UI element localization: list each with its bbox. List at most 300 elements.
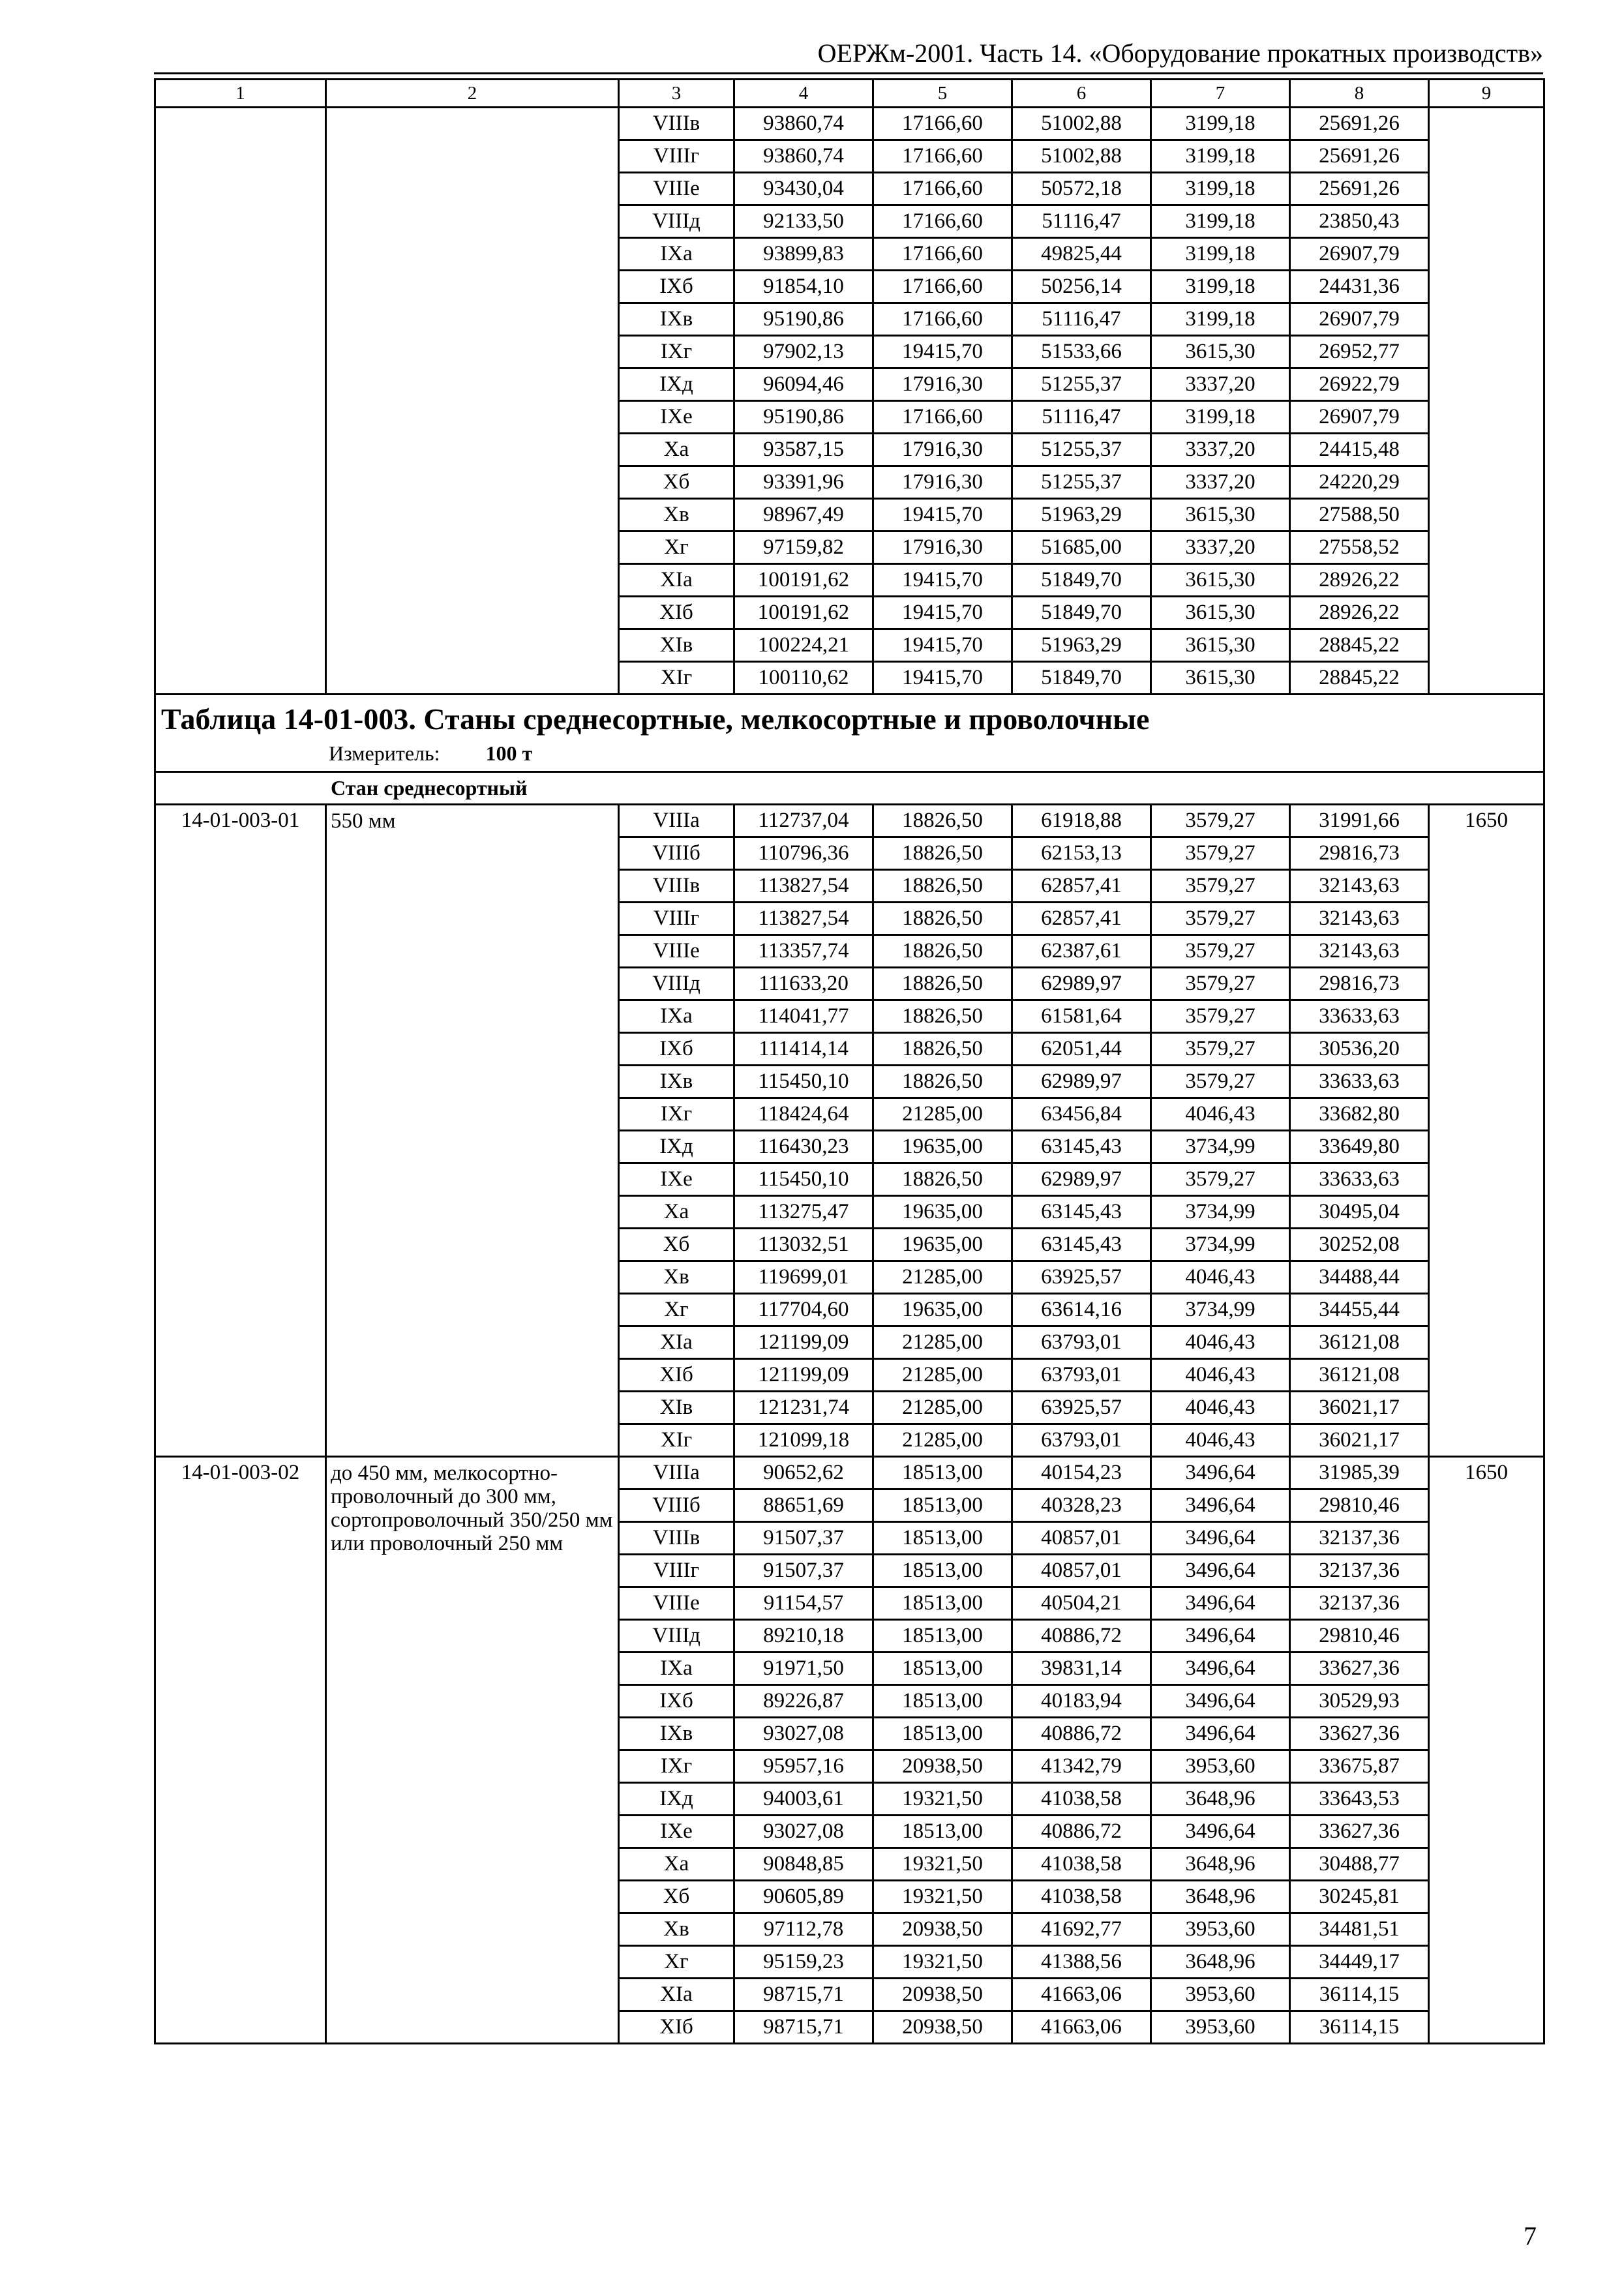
category-cell: IXв [619, 1718, 734, 1750]
value-cell: 40886,72 [1012, 1718, 1151, 1750]
value-cell: 19321,50 [873, 1946, 1012, 1979]
value-cell: 113275,47 [734, 1196, 873, 1229]
column-number: 3 [619, 80, 734, 108]
value-cell: 63925,57 [1012, 1261, 1151, 1294]
value-cell: 26907,79 [1290, 303, 1429, 336]
category-cell: Xг [619, 1294, 734, 1326]
value-cell: 36021,17 [1290, 1392, 1429, 1424]
value-cell: 41663,06 [1012, 1979, 1151, 2011]
category-cell: IXд [619, 368, 734, 401]
value-cell: 3496,64 [1151, 1816, 1290, 1848]
value-cell: 33627,36 [1290, 1718, 1429, 1750]
value-cell: 17166,60 [873, 173, 1012, 205]
category-cell: Xб [619, 1229, 734, 1261]
value-cell: 51116,47 [1012, 205, 1151, 238]
category-cell: VIIIд [619, 1620, 734, 1653]
value-cell: 18826,50 [873, 903, 1012, 935]
category-cell: Xв [619, 1261, 734, 1294]
subheading-row [155, 772, 1544, 805]
category-cell: XIб [619, 2011, 734, 2044]
category-cell: XIб [619, 597, 734, 629]
value-cell: 18513,00 [873, 1718, 1012, 1750]
subheading: Стан среднесортный [155, 772, 1544, 805]
value-cell: 18826,50 [873, 1066, 1012, 1098]
value-cell: 21285,00 [873, 1261, 1012, 1294]
value-cell: 29810,46 [1290, 1489, 1429, 1522]
value-cell: 3648,96 [1151, 1946, 1290, 1979]
column-number: 8 [1290, 80, 1429, 108]
value-cell: 28845,22 [1290, 662, 1429, 695]
value-cell: 18513,00 [873, 1489, 1012, 1522]
value-cell: 19415,70 [873, 662, 1012, 695]
value-cell: 25691,26 [1290, 108, 1429, 140]
value-cell: 29816,73 [1290, 837, 1429, 870]
name-cell: до 450 мм, мелкосортно-проволочный до 300 мм, сортопроволочный 350/250 мм или проволочный 250 мм [326, 1457, 619, 2044]
value-cell: 17166,60 [873, 108, 1012, 140]
value-cell: 18826,50 [873, 968, 1012, 1000]
value-cell: 19635,00 [873, 1196, 1012, 1229]
value-cell: 118424,64 [734, 1098, 873, 1131]
value-cell: 17916,30 [873, 434, 1012, 466]
category-cell: VIIIб [619, 1489, 734, 1522]
value-cell: 34455,44 [1290, 1294, 1429, 1326]
value-cell: 27588,50 [1290, 499, 1429, 531]
value-cell: 3579,27 [1151, 1066, 1290, 1098]
value-cell: 34481,51 [1290, 1913, 1429, 1946]
value-cell: 95957,16 [734, 1750, 873, 1783]
category-cell: Xг [619, 1946, 734, 1979]
value-cell: 97112,78 [734, 1913, 873, 1946]
col9-cell [1429, 108, 1544, 695]
value-cell: 30245,81 [1290, 1881, 1429, 1913]
value-cell: 29816,73 [1290, 968, 1429, 1000]
value-cell: 31985,39 [1290, 1457, 1429, 1489]
value-cell: 18513,00 [873, 1620, 1012, 1653]
value-cell: 62989,97 [1012, 1066, 1151, 1098]
value-cell: 21285,00 [873, 1098, 1012, 1131]
code-cell: 14-01-003-02 [155, 1457, 326, 2044]
category-cell: Xб [619, 466, 734, 499]
value-cell: 3734,99 [1151, 1196, 1290, 1229]
value-cell: 51849,70 [1012, 597, 1151, 629]
category-cell: IXа [619, 1653, 734, 1685]
category-cell: IXе [619, 401, 734, 434]
category-cell: IXб [619, 1033, 734, 1066]
value-cell: 34449,17 [1290, 1946, 1429, 1979]
value-cell: 18826,50 [873, 1000, 1012, 1033]
value-cell: 3615,30 [1151, 336, 1290, 368]
value-cell: 28845,22 [1290, 629, 1429, 662]
value-cell: 121231,74 [734, 1392, 873, 1424]
value-cell: 33627,36 [1290, 1816, 1429, 1848]
value-cell: 119699,01 [734, 1261, 873, 1294]
value-cell: 41663,06 [1012, 2011, 1151, 2044]
value-cell: 33649,80 [1290, 1131, 1429, 1163]
value-cell: 51002,88 [1012, 108, 1151, 140]
value-cell: 63925,57 [1012, 1392, 1151, 1424]
column-number: 9 [1429, 80, 1544, 108]
value-cell: 63793,01 [1012, 1359, 1151, 1392]
value-cell: 17166,60 [873, 140, 1012, 173]
value-cell: 113032,51 [734, 1229, 873, 1261]
value-cell: 3579,27 [1151, 1033, 1290, 1066]
value-cell: 19415,70 [873, 629, 1012, 662]
value-cell: 92133,50 [734, 205, 873, 238]
value-cell: 3496,64 [1151, 1522, 1290, 1555]
category-cell: Xв [619, 1913, 734, 1946]
category-cell: IXа [619, 1000, 734, 1033]
category-cell: VIIIд [619, 968, 734, 1000]
value-cell: 89210,18 [734, 1620, 873, 1653]
value-cell: 18826,50 [873, 935, 1012, 968]
value-cell: 50572,18 [1012, 173, 1151, 205]
value-cell: 50256,14 [1012, 271, 1151, 303]
value-cell: 62857,41 [1012, 870, 1151, 903]
value-cell: 26922,79 [1290, 368, 1429, 401]
value-cell: 97159,82 [734, 531, 873, 564]
column-number: 5 [873, 80, 1012, 108]
category-cell: XIа [619, 564, 734, 597]
category-cell: VIIIа [619, 805, 734, 837]
value-cell: 95190,86 [734, 401, 873, 434]
value-cell: 19415,70 [873, 336, 1012, 368]
value-cell: 18513,00 [873, 1816, 1012, 1848]
value-cell: 89226,87 [734, 1685, 873, 1718]
value-cell: 18513,00 [873, 1587, 1012, 1620]
value-cell: 36121,08 [1290, 1359, 1429, 1392]
value-cell: 51116,47 [1012, 303, 1151, 336]
value-cell: 17166,60 [873, 271, 1012, 303]
category-cell: IXг [619, 1098, 734, 1131]
value-cell: 3496,64 [1151, 1587, 1290, 1620]
value-cell: 3496,64 [1151, 1489, 1290, 1522]
value-cell: 121099,18 [734, 1424, 873, 1457]
value-cell: 62989,97 [1012, 968, 1151, 1000]
value-cell: 40328,23 [1012, 1489, 1151, 1522]
value-cell: 3579,27 [1151, 1163, 1290, 1196]
value-cell: 3199,18 [1151, 140, 1290, 173]
value-cell: 62051,44 [1012, 1033, 1151, 1066]
value-cell: 18826,50 [873, 837, 1012, 870]
value-cell: 100224,21 [734, 629, 873, 662]
value-cell: 31991,66 [1290, 805, 1429, 837]
value-cell: 51963,29 [1012, 629, 1151, 662]
value-cell: 51002,88 [1012, 140, 1151, 173]
column-number-row [155, 80, 1544, 108]
value-cell: 36121,08 [1290, 1326, 1429, 1359]
value-cell: 4046,43 [1151, 1326, 1290, 1359]
value-cell: 41038,58 [1012, 1783, 1151, 1816]
value-cell: 28926,22 [1290, 564, 1429, 597]
value-cell: 4046,43 [1151, 1424, 1290, 1457]
value-cell: 32137,36 [1290, 1522, 1429, 1555]
value-cell: 90848,85 [734, 1848, 873, 1881]
value-cell: 63145,43 [1012, 1229, 1151, 1261]
value-cell: 3579,27 [1151, 903, 1290, 935]
value-cell: 19415,70 [873, 499, 1012, 531]
column-number: 1 [155, 80, 326, 108]
value-cell: 3337,20 [1151, 531, 1290, 564]
value-cell: 3337,20 [1151, 466, 1290, 499]
category-cell: IXв [619, 1066, 734, 1098]
value-cell: 51849,70 [1012, 662, 1151, 695]
value-cell: 3648,96 [1151, 1848, 1290, 1881]
value-cell: 112737,04 [734, 805, 873, 837]
value-cell: 3496,64 [1151, 1718, 1290, 1750]
value-cell: 93899,83 [734, 238, 873, 271]
value-cell: 93860,74 [734, 140, 873, 173]
value-cell: 17916,30 [873, 466, 1012, 499]
value-cell: 34488,44 [1290, 1261, 1429, 1294]
value-cell: 27558,52 [1290, 531, 1429, 564]
value-cell: 40857,01 [1012, 1555, 1151, 1587]
value-cell: 33627,36 [1290, 1653, 1429, 1685]
value-cell: 114041,77 [734, 1000, 873, 1033]
value-cell: 115450,10 [734, 1066, 873, 1098]
value-cell: 29810,46 [1290, 1620, 1429, 1653]
category-cell: Xв [619, 499, 734, 531]
value-cell: 113827,54 [734, 903, 873, 935]
value-cell: 32137,36 [1290, 1587, 1429, 1620]
value-cell: 63614,16 [1012, 1294, 1151, 1326]
value-cell: 18826,50 [873, 1163, 1012, 1196]
category-cell: VIIIв [619, 870, 734, 903]
category-cell: XIб [619, 1359, 734, 1392]
value-cell: 100191,62 [734, 597, 873, 629]
value-cell: 51255,37 [1012, 466, 1151, 499]
category-cell: IXв [619, 303, 734, 336]
value-cell: 26907,79 [1290, 401, 1429, 434]
value-cell: 41038,58 [1012, 1881, 1151, 1913]
value-cell: 3615,30 [1151, 499, 1290, 531]
value-cell: 24415,48 [1290, 434, 1429, 466]
value-cell: 33633,63 [1290, 1066, 1429, 1098]
category-cell: IXг [619, 1750, 734, 1783]
column-number: 6 [1012, 80, 1151, 108]
value-cell: 3953,60 [1151, 2011, 1290, 2044]
value-cell: 91154,57 [734, 1587, 873, 1620]
value-cell: 51255,37 [1012, 368, 1151, 401]
col9-cell: 1650 [1429, 1457, 1544, 2044]
value-cell: 98967,49 [734, 499, 873, 531]
value-cell: 20938,50 [873, 1913, 1012, 1946]
value-cell: 19321,50 [873, 1881, 1012, 1913]
value-cell: 51116,47 [1012, 401, 1151, 434]
value-cell: 3337,20 [1151, 434, 1290, 466]
value-cell: 20938,50 [873, 1979, 1012, 2011]
value-cell: 3615,30 [1151, 662, 1290, 695]
value-cell: 20938,50 [873, 1750, 1012, 1783]
category-cell: Xб [619, 1881, 734, 1913]
value-cell: 113827,54 [734, 870, 873, 903]
value-cell: 26952,77 [1290, 336, 1429, 368]
table-row [155, 1457, 1544, 1489]
value-cell: 3199,18 [1151, 401, 1290, 434]
category-cell: IXд [619, 1131, 734, 1163]
category-cell: IXд [619, 1783, 734, 1816]
value-cell: 30536,20 [1290, 1033, 1429, 1066]
value-cell: 4046,43 [1151, 1261, 1290, 1294]
value-cell: 51685,00 [1012, 531, 1151, 564]
value-cell: 39831,14 [1012, 1653, 1151, 1685]
category-cell: VIIIв [619, 108, 734, 140]
value-cell: 97902,13 [734, 336, 873, 368]
category-cell: Xа [619, 1196, 734, 1229]
category-cell: XIв [619, 629, 734, 662]
value-cell: 17166,60 [873, 205, 1012, 238]
category-cell: IXг [619, 336, 734, 368]
value-cell: 3648,96 [1151, 1783, 1290, 1816]
category-cell: Xа [619, 1848, 734, 1881]
value-cell: 41692,77 [1012, 1913, 1151, 1946]
value-cell: 40857,01 [1012, 1522, 1151, 1555]
value-cell: 94003,61 [734, 1783, 873, 1816]
category-cell: XIа [619, 1326, 734, 1359]
value-cell: 3199,18 [1151, 173, 1290, 205]
value-cell: 113357,74 [734, 935, 873, 968]
value-cell: 41342,79 [1012, 1750, 1151, 1783]
table-row [155, 108, 1544, 140]
category-cell: VIIIд [619, 205, 734, 238]
value-cell: 62153,13 [1012, 837, 1151, 870]
value-cell: 91854,10 [734, 271, 873, 303]
value-cell: 4046,43 [1151, 1098, 1290, 1131]
category-cell: VIIIг [619, 903, 734, 935]
value-cell: 40886,72 [1012, 1816, 1151, 1848]
value-cell: 63793,01 [1012, 1424, 1151, 1457]
value-cell: 32143,63 [1290, 903, 1429, 935]
value-cell: 33633,63 [1290, 1000, 1429, 1033]
value-cell: 3579,27 [1151, 837, 1290, 870]
value-cell: 17166,60 [873, 401, 1012, 434]
value-cell: 18513,00 [873, 1522, 1012, 1555]
value-cell: 25691,26 [1290, 140, 1429, 173]
value-cell: 49825,44 [1012, 238, 1151, 271]
category-cell: VIIIе [619, 1587, 734, 1620]
code-cell [155, 108, 326, 695]
value-cell: 40504,21 [1012, 1587, 1151, 1620]
value-cell: 3734,99 [1151, 1131, 1290, 1163]
value-cell: 3199,18 [1151, 303, 1290, 336]
name-cell: 550 мм [326, 805, 619, 1457]
value-cell: 51255,37 [1012, 434, 1151, 466]
value-cell: 3579,27 [1151, 805, 1290, 837]
table-row [155, 805, 1544, 837]
value-cell: 3337,20 [1151, 368, 1290, 401]
category-cell: IXа [619, 238, 734, 271]
code-cell: 14-01-003-01 [155, 805, 326, 1457]
value-cell: 63145,43 [1012, 1131, 1151, 1163]
category-cell: VIIIв [619, 1522, 734, 1555]
category-cell: VIIIе [619, 935, 734, 968]
value-cell: 19635,00 [873, 1229, 1012, 1261]
value-cell: 3615,30 [1151, 629, 1290, 662]
category-cell: XIа [619, 1979, 734, 2011]
value-cell: 36114,15 [1290, 2011, 1429, 2044]
value-cell: 93587,15 [734, 434, 873, 466]
category-cell: XIг [619, 662, 734, 695]
value-cell: 3953,60 [1151, 1913, 1290, 1946]
value-cell: 19415,70 [873, 597, 1012, 629]
category-cell: IXб [619, 1685, 734, 1718]
value-cell: 51963,29 [1012, 499, 1151, 531]
value-cell: 111414,14 [734, 1033, 873, 1066]
value-cell: 3496,64 [1151, 1685, 1290, 1718]
value-cell: 93027,08 [734, 1816, 873, 1848]
value-cell: 91507,37 [734, 1555, 873, 1587]
value-cell: 63793,01 [1012, 1326, 1151, 1359]
value-cell: 3953,60 [1151, 1979, 1290, 2011]
measure-label: Измеритель: [329, 741, 440, 765]
category-cell: VIIIб [619, 837, 734, 870]
value-cell: 3615,30 [1151, 564, 1290, 597]
value-cell: 18513,00 [873, 1653, 1012, 1685]
value-cell: 63145,43 [1012, 1196, 1151, 1229]
value-cell: 90605,89 [734, 1881, 873, 1913]
value-cell: 30495,04 [1290, 1196, 1429, 1229]
value-cell: 21285,00 [873, 1424, 1012, 1457]
value-cell: 21285,00 [873, 1392, 1012, 1424]
value-cell: 121199,09 [734, 1359, 873, 1392]
value-cell: 33643,53 [1290, 1783, 1429, 1816]
value-cell: 33633,63 [1290, 1163, 1429, 1196]
value-cell: 32137,36 [1290, 1555, 1429, 1587]
value-cell: 61918,88 [1012, 805, 1151, 837]
category-cell: IXб [619, 271, 734, 303]
category-cell: IXе [619, 1163, 734, 1196]
value-cell: 17916,30 [873, 368, 1012, 401]
value-cell: 30529,93 [1290, 1685, 1429, 1718]
value-cell: 115450,10 [734, 1163, 873, 1196]
category-cell: VIIIе [619, 173, 734, 205]
value-cell: 21285,00 [873, 1326, 1012, 1359]
value-cell: 17916,30 [873, 531, 1012, 564]
category-cell: Xа [619, 434, 734, 466]
page-number: 7 [1524, 2221, 1537, 2251]
value-cell: 17166,60 [873, 238, 1012, 271]
value-cell: 91507,37 [734, 1522, 873, 1555]
column-number: 7 [1151, 80, 1290, 108]
value-cell: 93391,96 [734, 466, 873, 499]
value-cell: 4046,43 [1151, 1392, 1290, 1424]
value-cell: 93027,08 [734, 1718, 873, 1750]
value-cell: 3199,18 [1151, 205, 1290, 238]
value-cell: 18513,00 [873, 1555, 1012, 1587]
value-cell: 3199,18 [1151, 271, 1290, 303]
value-cell: 26907,79 [1290, 238, 1429, 271]
value-cell: 62989,97 [1012, 1163, 1151, 1196]
value-cell: 40183,94 [1012, 1685, 1151, 1718]
value-cell: 3579,27 [1151, 968, 1290, 1000]
category-cell: VIIIг [619, 140, 734, 173]
value-cell: 21285,00 [873, 1359, 1012, 1392]
value-cell: 3615,30 [1151, 597, 1290, 629]
value-cell: 18826,50 [873, 1033, 1012, 1066]
value-cell: 19321,50 [873, 1848, 1012, 1881]
value-cell: 19321,50 [873, 1783, 1012, 1816]
value-cell: 3579,27 [1151, 935, 1290, 968]
value-cell: 40886,72 [1012, 1620, 1151, 1653]
value-cell: 32143,63 [1290, 935, 1429, 968]
value-cell: 18826,50 [873, 870, 1012, 903]
value-cell: 3496,64 [1151, 1555, 1290, 1587]
value-cell: 110796,36 [734, 837, 873, 870]
value-cell: 3953,60 [1151, 1750, 1290, 1783]
value-cell: 33675,87 [1290, 1750, 1429, 1783]
value-cell: 23850,43 [1290, 205, 1429, 238]
value-cell: 98715,71 [734, 2011, 873, 2044]
value-cell: 20938,50 [873, 2011, 1012, 2044]
